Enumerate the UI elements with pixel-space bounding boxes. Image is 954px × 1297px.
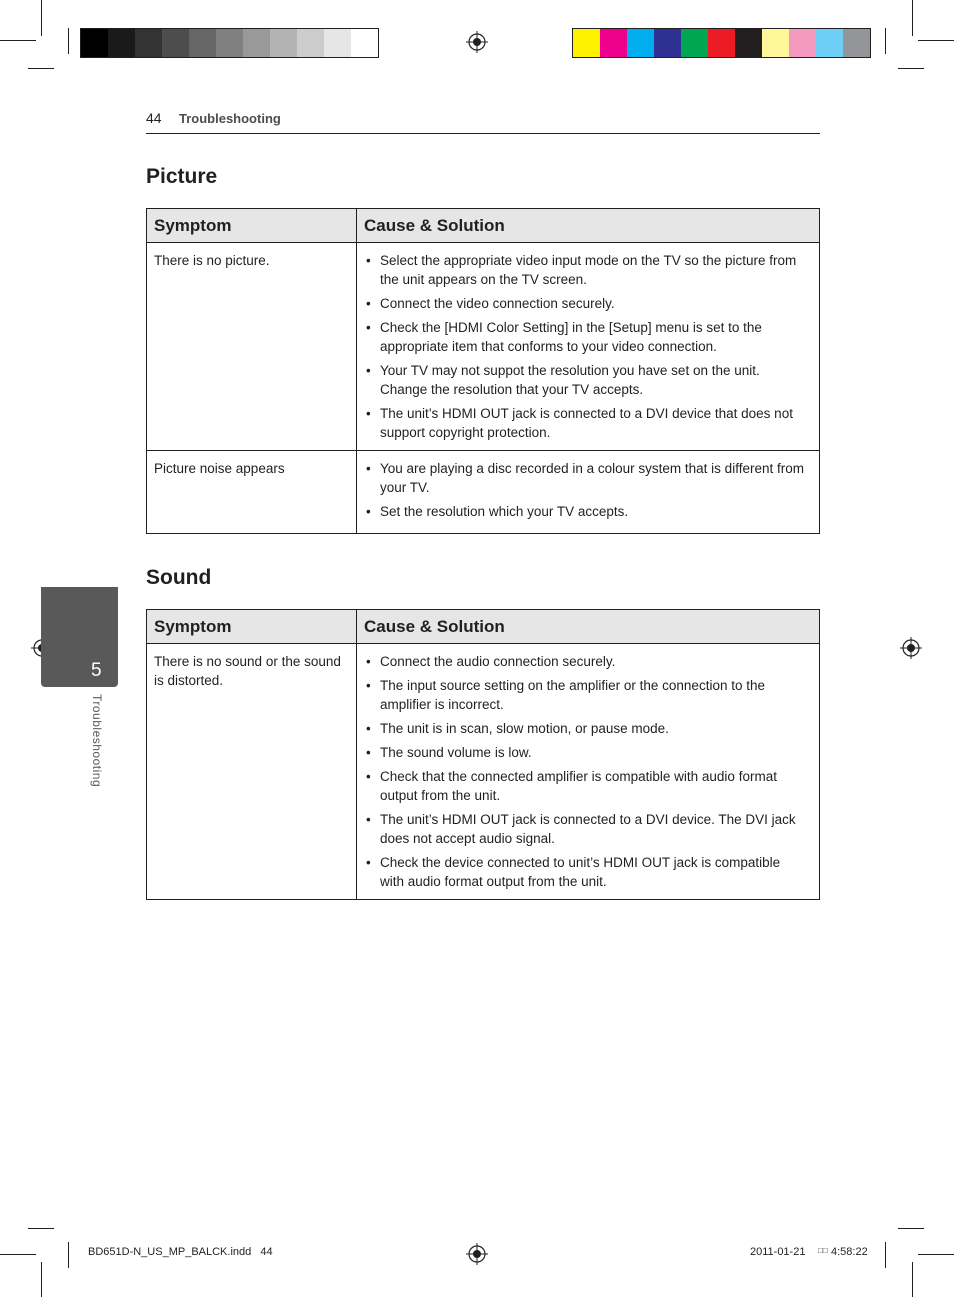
- crop-mark: [68, 28, 69, 54]
- color-swatch: [600, 29, 627, 57]
- symptom-cell: There is no picture.: [147, 243, 357, 451]
- page-number: 44: [146, 110, 162, 126]
- cause-item: • Check the device connected to unit’s HDMI OUT jack is compatible with audio format output from the unit.: [364, 853, 812, 891]
- color-swatch: [843, 29, 870, 57]
- crop-mark: [0, 1254, 36, 1255]
- cause-list: [364, 459, 812, 521]
- cause-cell: [357, 451, 820, 534]
- symptom-cell: Picture noise appears: [147, 451, 357, 534]
- color-swatch: [162, 29, 189, 57]
- cause-item: • Check that the connected amplifier is compatible with audio format output from the unit.: [364, 767, 812, 805]
- crop-mark: [885, 28, 886, 54]
- symptom-cell: There is no sound or the sound is distorted.: [147, 644, 357, 900]
- column-header-cause: Cause & Solution: [357, 209, 820, 243]
- color-swatch: [681, 29, 708, 57]
- registration-mark-icon: [466, 1243, 488, 1265]
- color-swatch: [189, 29, 216, 57]
- header-divider: [146, 133, 820, 134]
- crop-mark: [28, 1228, 54, 1229]
- crop-mark: [912, 1262, 913, 1297]
- cause-cell: [357, 243, 820, 451]
- cause-list: [364, 251, 812, 442]
- color-swatch: [816, 29, 843, 57]
- color-swatch: [270, 29, 297, 57]
- crop-mark: [898, 1228, 924, 1229]
- crop-mark: [28, 68, 54, 69]
- color-swatch: [243, 29, 270, 57]
- cause-item: • Connect the audio connection securely.: [364, 652, 812, 671]
- crop-mark: [885, 1242, 886, 1268]
- cause-item: • The sound volume is low.: [364, 743, 812, 762]
- table-row: [147, 451, 820, 534]
- section-title-sound: Sound: [146, 566, 212, 589]
- crop-mark: [918, 40, 954, 41]
- cause-item: • Your TV may not suppot the resolution you have set on the unit. Change the resolution that your TV accepts.: [364, 361, 812, 399]
- table-header-row: [147, 209, 820, 243]
- color-swatch: [735, 29, 762, 57]
- chapter-number: 5: [91, 660, 102, 681]
- footer-time-prefix: □□: [818, 1246, 828, 1255]
- footer-date: 2011-01-21: [750, 1246, 806, 1258]
- column-header-symptom: Symptom: [147, 209, 357, 243]
- table-row: [147, 243, 820, 451]
- picture-troubleshooting-table: [146, 208, 820, 534]
- crop-mark: [68, 1242, 69, 1268]
- table-row: [147, 644, 820, 900]
- color-swatch: [297, 29, 324, 57]
- color-swatch: [654, 29, 681, 57]
- color-swatch: [216, 29, 243, 57]
- crop-mark: [918, 1254, 954, 1255]
- cause-item: • Connect the video connection securely.: [364, 294, 812, 313]
- section-title-picture: Picture: [146, 165, 218, 188]
- cause-item: • Select the appropriate video input mode on the TV so the picture from the unit appears on the TV screen.: [364, 251, 812, 289]
- crop-mark: [41, 0, 42, 36]
- cause-item: • You are playing a disc recorded in a colour system that is different from your TV.: [364, 459, 812, 497]
- color-swatch: [789, 29, 816, 57]
- registration-mark-icon: [466, 31, 488, 53]
- grayscale-swatch-bar: [80, 28, 379, 58]
- crop-mark: [912, 0, 913, 36]
- cause-item: • Check the [HDMI Color Setting] in the [Setup] menu is set to the appropriate item that conforms to your video connection.: [364, 318, 812, 356]
- sound-troubleshooting-table: [146, 609, 820, 900]
- color-swatch: [135, 29, 162, 57]
- color-swatch-bar: [572, 28, 871, 58]
- column-header-cause: Cause & Solution: [357, 610, 820, 644]
- crop-mark: [41, 1262, 42, 1297]
- color-swatch: [324, 29, 351, 57]
- column-header-symptom: Symptom: [147, 610, 357, 644]
- cause-item: • The input source setting on the amplifier or the connection to the amplifier is incorrect.: [364, 676, 812, 714]
- crop-mark: [0, 40, 36, 41]
- color-swatch: [627, 29, 654, 57]
- cause-item: • The unit is in scan, slow motion, or pause mode.: [364, 719, 812, 738]
- chapter-side-label: Troubleshooting: [90, 694, 104, 788]
- crop-mark: [898, 68, 924, 69]
- footer-time: 4:58:22: [831, 1246, 868, 1258]
- chapter-tab: [41, 587, 118, 687]
- color-swatch: [762, 29, 789, 57]
- color-swatch: [81, 29, 108, 57]
- color-swatch: [708, 29, 735, 57]
- color-swatch: [108, 29, 135, 57]
- cause-item: • Set the resolution which your TV accepts.: [364, 502, 812, 521]
- cause-list: [364, 652, 812, 891]
- color-swatch: [351, 29, 378, 57]
- table-header-row: [147, 610, 820, 644]
- footer-file-info: BD651D-N_US_MP_BALCK.indd 44: [88, 1246, 273, 1258]
- cause-cell: [357, 644, 820, 900]
- registration-mark-icon: [900, 637, 922, 659]
- color-swatch: [573, 29, 600, 57]
- cause-item: • The unit’s HDMI OUT jack is connected to a DVI device that does not support copyright protection.: [364, 404, 812, 442]
- cause-item: • The unit’s HDMI OUT jack is connected to a DVI device. The DVI jack does not accept audio signal.: [364, 810, 812, 848]
- running-header-title: Troubleshooting: [179, 111, 281, 126]
